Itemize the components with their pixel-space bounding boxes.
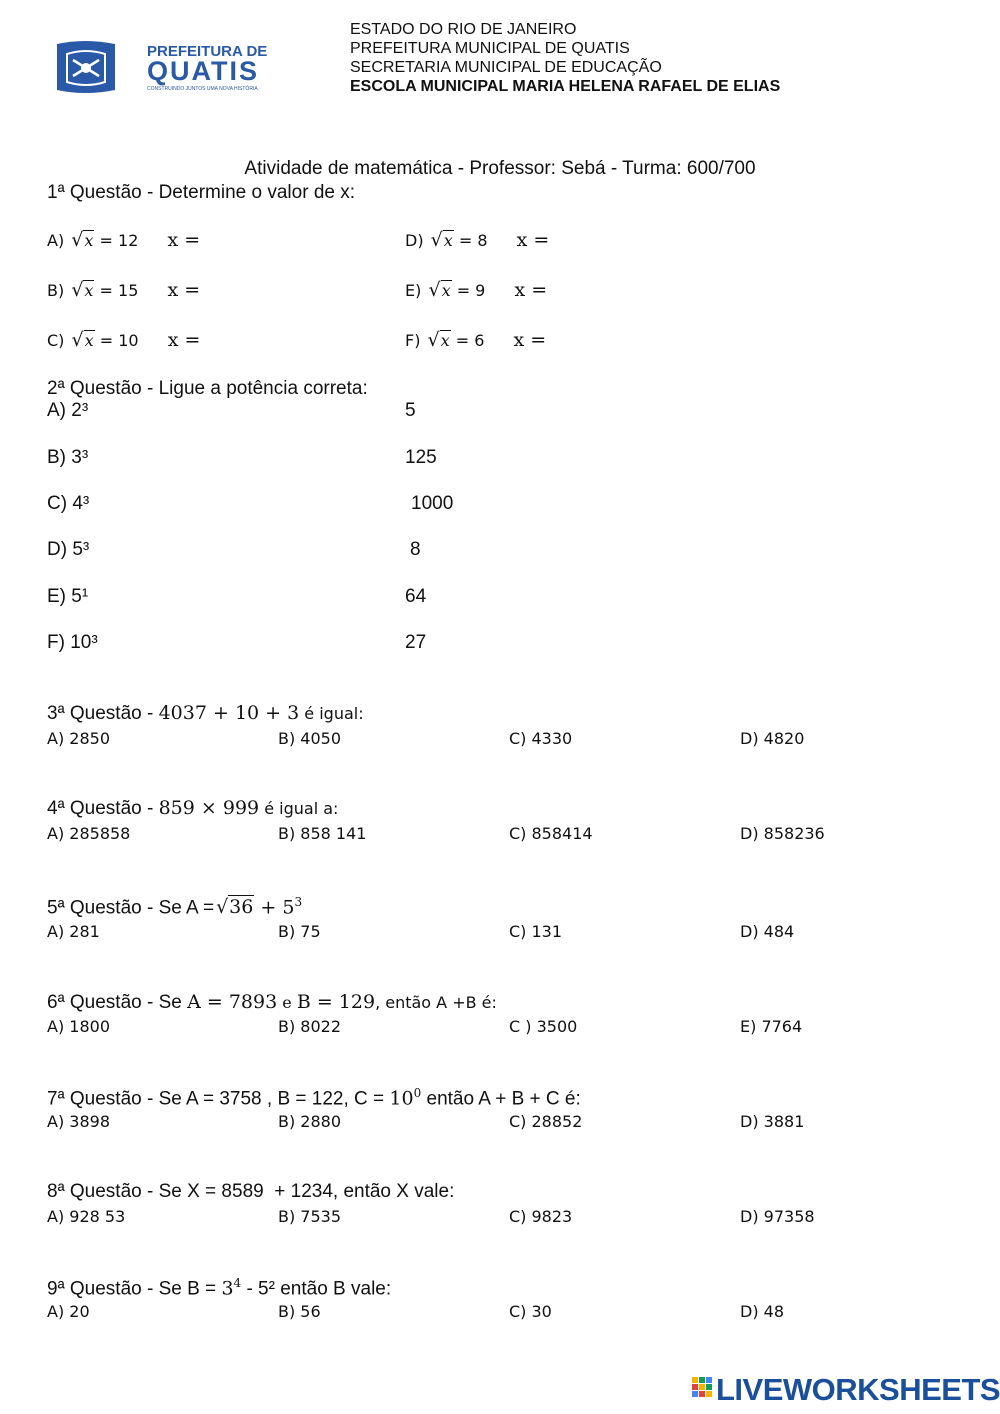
q8-option-d: D) 97358 — [740, 1207, 815, 1226]
logo-brand-main: QUATIS — [147, 56, 259, 86]
q3-option-d: D) 4820 — [740, 729, 805, 748]
q1-item-a: A) √x = 12 x = — [47, 229, 201, 251]
q5-option-c: C) 131 — [509, 922, 563, 941]
logo-brand-top: PREFEITURA DE — [147, 43, 268, 60]
q4-option-a: A) 285858 — [47, 824, 131, 843]
q2-right-2: 125 — [405, 447, 437, 468]
q2-left-a: A) 2³ — [47, 400, 89, 421]
q3-option-b: B) 4050 — [278, 729, 342, 748]
prefeitura-quatis-logo — [55, 38, 305, 96]
q7-option-d: D) 3881 — [740, 1112, 805, 1131]
q2-right-1: 5 — [405, 400, 416, 421]
q7-option-c: C) 28852 — [509, 1112, 583, 1131]
q9-option-c: C) 30 — [509, 1302, 552, 1321]
q5-option-b: B) 75 — [278, 922, 321, 941]
liveworksheets-logo — [692, 1374, 1000, 1406]
header-secretaria: SECRETARIA MUNICIPAL DE EDUCAÇÃO — [350, 59, 662, 76]
q1-item-c: C) √x = 10 x = — [47, 329, 201, 351]
q6-option-e: E) 7764 — [740, 1017, 803, 1036]
q5-title: 5ª Questão - Se $A = √36 + 5^3$ — [47, 895, 303, 919]
q8-title: 8ª Questão - Se X = 8589 + 1234, então X vale: — [47, 1181, 455, 1202]
q2-right-3: 1000 — [411, 493, 454, 514]
activity-title: Atividade de matemática - Professor: Sebá - Turma: 600/700 — [244, 158, 756, 179]
q8-option-a: A) 928 53 — [47, 1207, 126, 1226]
logo-tagline: CONSTRUINDO JUNTOS UMA NOVA HISTÓRIA — [147, 86, 258, 92]
q9-option-a: A) 20 — [47, 1302, 90, 1321]
q7-title: 7ª Questão - Se A = 3758 , B = 122, $C = 10^0$ então A + B + C é: — [47, 1086, 581, 1110]
q4-option-c: C) 858414 — [509, 824, 593, 843]
q3-title: 3ª Questão - 4037 + 10 + 3 é igual: — [47, 702, 364, 724]
q6-option-c: C ) 3500 — [509, 1017, 578, 1036]
q9-option-d: D) 48 — [740, 1302, 785, 1321]
q1-item-f: F) √x = 6 x = — [405, 329, 547, 351]
q4-option-b: B) 858 141 — [278, 824, 367, 843]
q2-right-5: 64 — [405, 586, 427, 607]
q2-left-c: C) 4³ — [47, 493, 90, 514]
header-school: ESCOLA MUNICIPAL MARIA HELENA RAFAEL DE ELIAS — [350, 78, 781, 95]
q3-option-c: C) 4330 — [509, 729, 573, 748]
q2-left-e: E) 5¹ — [47, 586, 89, 607]
q2-left-f: F) 10³ — [47, 632, 98, 653]
q1-item-d: D) √x = 8 x = — [405, 229, 550, 251]
liveworksheets-brand: LIVEWORKSHEETS — [716, 1372, 1000, 1407]
q1-title: 1ª Questão - Determine o valor de x: — [47, 182, 356, 203]
q1-item-b: B) √x = 15 x = — [47, 279, 201, 301]
q4-title: 4ª Questão - 859 × 999 é igual a: — [47, 797, 339, 819]
q7-option-a: A) 3898 — [47, 1112, 110, 1131]
q2-left-d: D) 5³ — [47, 539, 90, 560]
header-state: ESTADO DO RIO DE JANEIRO — [350, 21, 577, 38]
q5-option-d: D) 484 — [740, 922, 795, 941]
q5-option-a: A) 281 — [47, 922, 100, 941]
header-prefeitura: PREFEITURA MUNICIPAL DE QUATIS — [350, 40, 630, 57]
q3-option-a: A) 2850 — [47, 729, 110, 748]
q2-title: 2ª Questão - Ligue a potência correta: — [47, 378, 368, 399]
q6-option-b: B) 8022 — [278, 1017, 342, 1036]
q6-option-a: A) 1800 — [47, 1017, 110, 1036]
q2-right-6: 27 — [405, 632, 427, 653]
q7-option-b: B) 2880 — [278, 1112, 342, 1131]
q9-title: 9ª Questão - Se $B = 3^4 - 5^2$ então B vale: — [47, 1276, 392, 1300]
q2-right-4: 8 — [410, 539, 421, 560]
q1-item-e: E) √x = 9 x = — [405, 279, 548, 301]
liveworksheets-blocks-icon — [692, 1377, 714, 1403]
q8-option-b: B) 7535 — [278, 1207, 342, 1226]
q9-option-b: B) 56 — [278, 1302, 321, 1321]
q6-title: 6ª Questão - Se A = 7893 e B = 129, então A +B é: — [47, 991, 497, 1013]
q8-option-c: C) 9823 — [509, 1207, 573, 1226]
q4-option-d: D) 858236 — [740, 824, 825, 843]
q2-left-b: B) 3³ — [47, 447, 89, 468]
